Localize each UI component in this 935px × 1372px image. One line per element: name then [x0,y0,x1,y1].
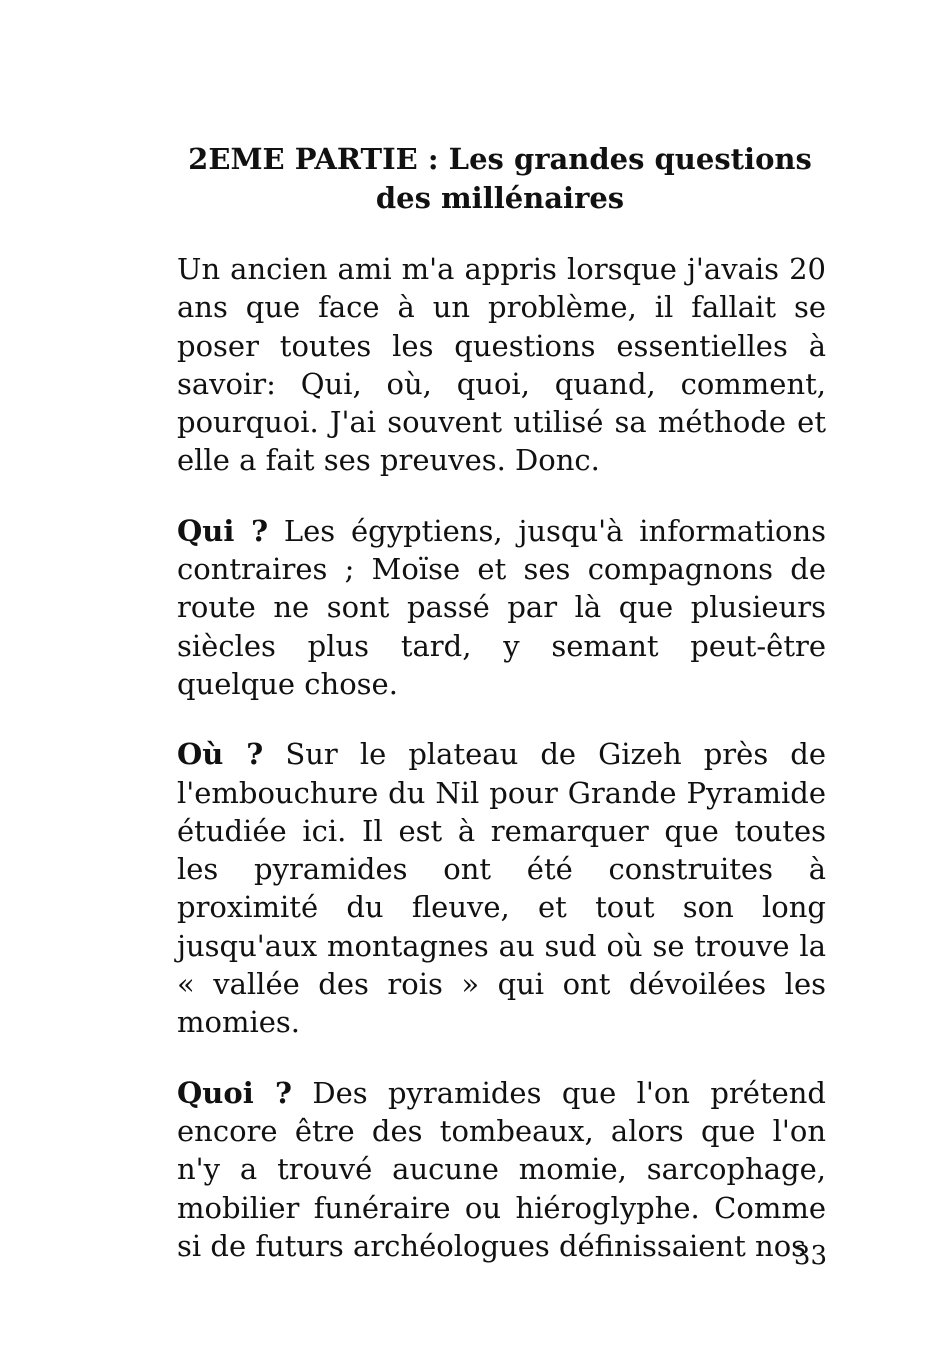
paragraph-lead-qui: Qui ? [177,513,269,548]
paragraph-qui [177,512,826,703]
body-text [177,250,826,1297]
paragraph-ou [177,735,826,1041]
paragraph-quoi [177,1074,826,1265]
chapter-title-line-2: des millénaires [375,181,625,215]
paragraph-lead-quoi: Quoi ? [177,1075,292,1110]
paragraph-lead-ou: Où ? [177,737,264,772]
paragraph-text: Un ancien ami m'a appris lorsque j'avais 20 ans que face à un problème, il fallait se poser toutes les questions essentielles à savoir: Qui, où, quoi, quand, comment, pourquoi. J'ai souvent utilisé sa méthode et elle a fait ses preuves. Donc. [177,252,826,478]
paragraph-intro [177,250,826,480]
chapter-title [160,140,840,218]
paragraph-text: Sur le plateau de Gizeh près de l'embouchure du Nil pour Grande Pyramide étudiée ici. Il est à remarquer que toutes les pyramides ont été construites à proximité du fleuve, et tout son long jusqu'aux montagnes au sud où se trouve la « vallée des rois » qui ont dévoilées les momies. [177,737,827,1040]
paragraph-text: Les égyptiens, jusqu'à informations contraires ; Moïse et ses compagnons de route ne sont passé par là que plusieurs siècles plus tard, y semant peut-être quelque chose. [177,513,827,701]
page-number: 33 [793,1241,827,1271]
paragraph-text: Des pyramides que l'on prétend encore être des tombeaux, alors que l'on n'y a trouvé aucune momie, sarcophage, mobilier funéraire ou hiéroglyphe. Comme si de futurs archéologues définissaient nos [177,1075,826,1263]
chapter-title-line-1: 2EME PARTIE : Les grandes questions [188,142,812,176]
